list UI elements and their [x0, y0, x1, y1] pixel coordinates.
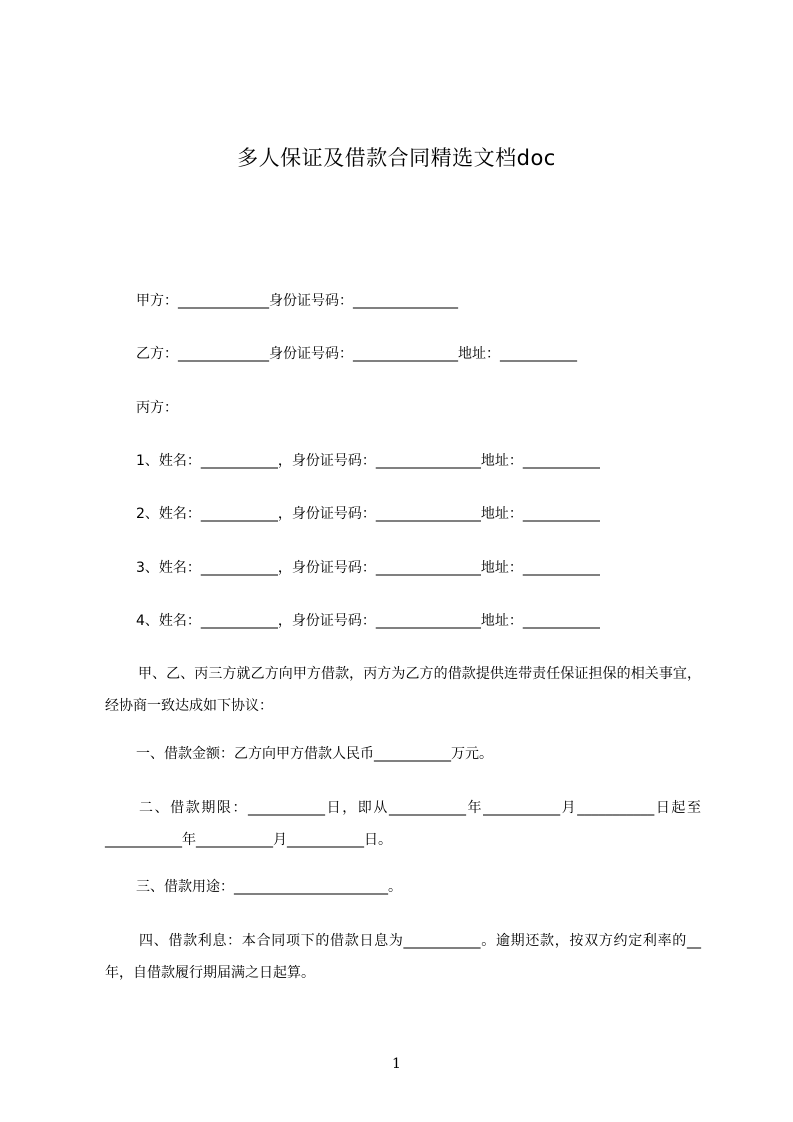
party-c-line: 丙方： — [136, 400, 178, 416]
guarantor-line-3: 3、姓名：___________，身份证号码：_______________地址：___________ — [136, 560, 600, 576]
clause-purpose: 三、借款用途：______________________。 — [136, 879, 402, 895]
clause-amount: 一、借款金额：乙方向甲方借款人民币___________万元。 — [136, 746, 493, 762]
guarantor-line-2: 2、姓名：___________，身份证号码：_______________地址：___________ — [136, 506, 600, 522]
party-b-line: 乙方：_____________身份证号码：_______________地址：___________ — [136, 346, 577, 362]
page-number: 1 — [392, 1056, 401, 1072]
clause-term: 二、借款期限：___________日，即从___________年___________月___________日起至___________年___________月___________日。 — [105, 800, 701, 848]
clause-interest: 四、借款利息：本合同项下的借款日息为___________。逾期还款，按双方约定利率的__年，自借款履行期届满之日起算。 — [105, 933, 701, 981]
intro-paragraph: 甲、乙、丙三方就乙方向甲方借款，丙方为乙方的借款提供连带责任保证担保的相关事宜，经协商一致达成如下协议： — [105, 666, 701, 714]
guarantor-line-4: 4、姓名：___________，身份证号码：_______________地址：___________ — [136, 613, 600, 629]
document-title: 多人保证及借款合同精选文档doc — [237, 146, 556, 170]
guarantor-line-1: 1、姓名：___________，身份证号码：_______________地址：___________ — [136, 453, 600, 469]
party-a-line: 甲方：_____________身份证号码：_______________ — [136, 293, 458, 309]
